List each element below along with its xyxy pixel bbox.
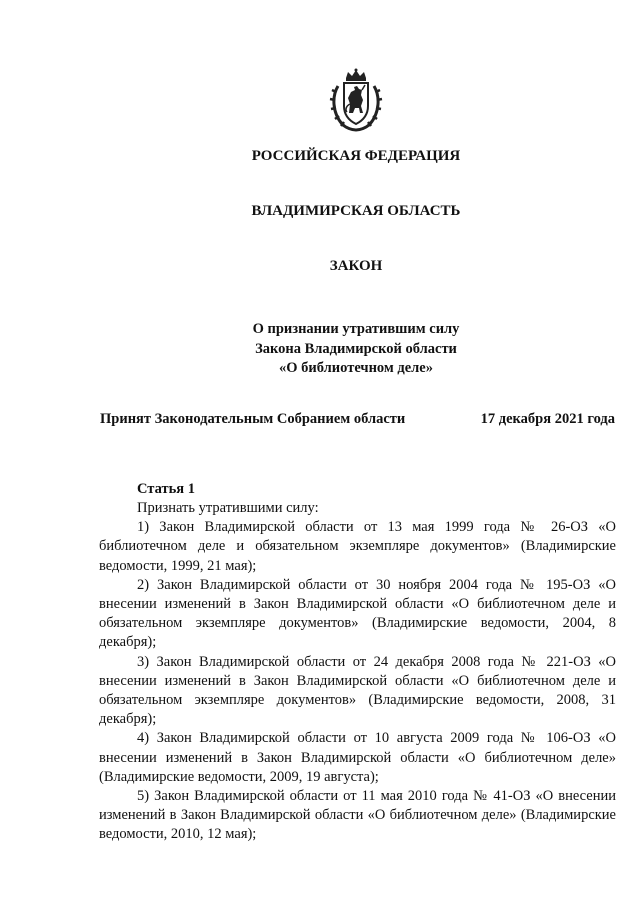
coat-of-arms-icon xyxy=(328,68,384,132)
list-item: 1) Закон Владимирской области от 13 мая 1999 года № 26-ОЗ «О библиотечном деле и обязательном экземпляре документов» (Владимирские ведомости, 1999, 21 мая); xyxy=(99,519,616,574)
article-body xyxy=(99,499,616,845)
list-item: 4) Закон Владимирской области от 10 августа 2009 года № 106-ОЗ «О внесении изменений в Закон Владимирской области «О библиотечном деле» (Владимирские ведомости, 2009, 19 августа); xyxy=(99,730,616,785)
law-subject-line: «О библиотечном деле» xyxy=(279,360,433,376)
region-heading: ВЛАДИМИРСКАЯ ОБЛАСТЬ xyxy=(251,203,461,219)
list-item: 2) Закон Владимирской области от 30 ноября 2004 года № 195-ОЗ «О внесении изменений в Закон Владимирской области «О библиотечном деле и обязательном экземпляре документов» (Владимирские ведомости, 2004, 8 декабря); xyxy=(99,576,616,651)
list-item: 3) Закон Владимирской области от 24 декабря 2008 года № 221-ОЗ «О внесении изменений в Закон Владимирской области «О библиотечном деле и обязательном экземпляре документов» (Владимирские ведомости, 2008, 31 декабря); xyxy=(99,653,616,728)
adopted-by: Принят Законодательным Собранием области xyxy=(100,411,406,427)
law-subject-line: О признании утратившим силу xyxy=(252,321,460,337)
law-subject-line: Закона Владимирской области xyxy=(255,340,457,357)
list-item: 5) Закон Владимирской области от 11 мая 2010 года № 41-ОЗ «О внесении изменений в Закон Владимирской области «О библиотечном деле» (Владимирские ведомости, 2010, 12 мая); xyxy=(99,788,616,843)
law-subject xyxy=(0,320,640,379)
federation-heading: РОССИЙСКАЯ ФЕДЕРАЦИЯ xyxy=(251,148,461,164)
adoption-date: 17 декабря 2021 года xyxy=(480,411,615,427)
document-type-heading: ЗАКОН xyxy=(329,258,383,274)
article-intro: Признать утратившими силу: xyxy=(137,500,319,516)
article-title: Статья 1 xyxy=(137,481,195,497)
